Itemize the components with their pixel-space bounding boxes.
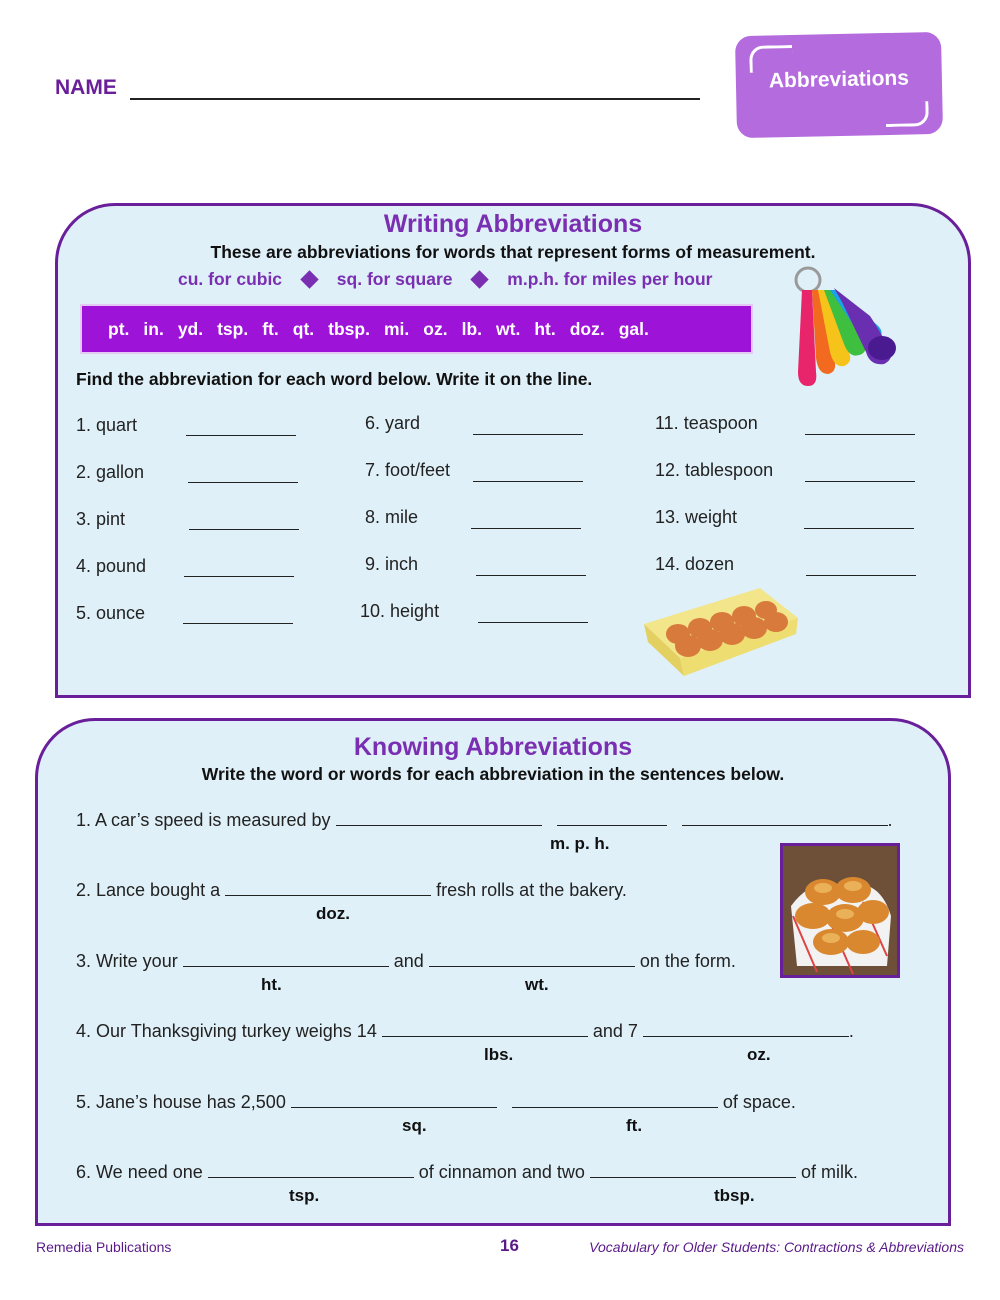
word-item: 6. yard: [365, 413, 421, 433]
abbr: ht.: [534, 318, 556, 339]
diamond-icon: [300, 270, 318, 288]
abbr: qt.: [292, 318, 315, 339]
abbreviation-hint: sq.: [402, 1116, 427, 1135]
measuring-spoons-image: [784, 262, 902, 392]
abbr: doz.: [569, 318, 605, 339]
section-subtitle: These are abbreviations for words that represent forms of measurement.: [210, 242, 816, 262]
answer-line[interactable]: [336, 811, 542, 826]
book-title: Vocabulary for Older Students: Contractions & Abbreviations: [589, 1239, 964, 1255]
topic-tag: [735, 32, 943, 138]
sentence-text: .: [887, 810, 893, 830]
section-title: Knowing Abbreviations: [353, 733, 633, 761]
diamond-icon: [471, 270, 489, 288]
sentence-4: [76, 1021, 854, 1042]
answer-line[interactable]: [805, 434, 915, 435]
abbr: lb.: [461, 318, 482, 339]
abbr: mi.: [383, 318, 410, 339]
abbreviation-hint: m. p. h.: [550, 834, 610, 853]
answer-line[interactable]: [557, 811, 667, 826]
page-number: 16: [500, 1236, 519, 1255]
hint-square: sq. for square: [336, 268, 453, 289]
word-item: 13. weight: [655, 507, 738, 527]
abbr: oz.: [423, 318, 448, 339]
word-item: 10. height: [360, 601, 440, 621]
word-item: 1. quart: [76, 415, 138, 435]
word-item: 4. pound: [76, 556, 147, 576]
section-title: Writing Abbreviations: [383, 210, 643, 238]
abbreviation-hint: ht.: [261, 975, 282, 994]
answer-line[interactable]: [471, 528, 581, 529]
word-item: 11. teaspoon: [655, 413, 758, 433]
bread-rolls-image: [780, 843, 900, 978]
sentence-1: [76, 810, 893, 831]
answer-line[interactable]: [643, 1022, 849, 1037]
sentence-text: 6. We need one: [76, 1162, 203, 1182]
answer-line[interactable]: [183, 952, 389, 967]
sentence-text: .: [848, 1021, 854, 1041]
answer-line[interactable]: [806, 575, 916, 576]
abbr: ft.: [262, 318, 279, 339]
answer-line[interactable]: [473, 434, 583, 435]
sentence-text: 2. Lance bought a: [76, 880, 221, 900]
abbreviation-hint: tbsp.: [714, 1186, 755, 1205]
sentence-text: of milk.: [800, 1162, 858, 1182]
answer-line[interactable]: [476, 575, 586, 576]
sentence-2: [76, 880, 627, 901]
answer-line[interactable]: [225, 881, 431, 896]
sentence-5: [76, 1092, 796, 1113]
sentence-text: 1. A car’s speed is measured by: [76, 810, 331, 830]
abbr: tsp.: [217, 318, 249, 339]
answer-line[interactable]: [291, 1093, 497, 1108]
answer-line[interactable]: [183, 623, 293, 624]
publisher: Remedia Publications: [36, 1239, 172, 1255]
topic-tag-label: Abbreviations: [768, 66, 910, 93]
abbreviation-hint: doz.: [316, 904, 350, 923]
swirl-decoration: [885, 101, 929, 127]
answer-line[interactable]: [590, 1163, 796, 1178]
abbr: pt.: [108, 318, 130, 339]
sentence-text: 4. Our Thanksgiving turkey weighs 14: [76, 1021, 377, 1041]
egg-carton-image: [640, 584, 802, 680]
sentence-text: fresh rolls at the bakery.: [436, 880, 627, 900]
answer-line[interactable]: [189, 529, 299, 530]
answer-line[interactable]: [805, 481, 915, 482]
word-item: 2. gallon: [76, 462, 145, 482]
word-item: 14. dozen: [655, 554, 735, 574]
sentence-text: on the form.: [639, 951, 736, 971]
answer-line[interactable]: [682, 811, 888, 826]
answer-line[interactable]: [188, 482, 298, 483]
abbr: yd.: [177, 318, 204, 339]
hint-mph: m.p.h. for miles per hour: [507, 268, 713, 289]
answer-line[interactable]: [473, 481, 583, 482]
sentence-text: 5. Jane’s house has 2,500: [76, 1092, 286, 1112]
sentence-text: of space.: [722, 1092, 796, 1112]
abbreviation-bank: [80, 304, 753, 354]
word-item: 7. foot/feet: [365, 460, 451, 480]
sentence-text: and 7: [592, 1021, 638, 1041]
sentence-text: 3. Write your: [76, 951, 178, 971]
abbreviation-hint: tsp.: [289, 1186, 320, 1205]
sentence-3: [76, 951, 736, 972]
abbreviation-hint: lbs.: [484, 1045, 514, 1064]
abbr: wt.: [496, 318, 521, 339]
abbr: in.: [143, 318, 164, 339]
word-item: 8. mile: [365, 507, 419, 527]
word-item: 12. tablespoon: [655, 460, 774, 480]
sentence-text: and: [393, 951, 424, 971]
abbr: tbsp.: [328, 318, 370, 339]
word-item: 3. pint: [76, 509, 126, 529]
name-label: NAME: [55, 76, 117, 99]
word-item: 9. inch: [365, 554, 419, 574]
instruction: Find the abbreviation for each word below. Write it on the line.: [76, 369, 593, 389]
answer-line[interactable]: [382, 1022, 588, 1037]
sentence-6: [76, 1162, 858, 1183]
abbreviation-hint: wt.: [525, 975, 549, 994]
abbreviation-hint: ft.: [626, 1116, 643, 1135]
answer-line[interactable]: [804, 528, 914, 529]
answer-line[interactable]: [186, 435, 296, 436]
name-input-line[interactable]: [130, 98, 700, 100]
sentence-text: of cinnamon and two: [418, 1162, 585, 1182]
answer-line[interactable]: [512, 1093, 718, 1108]
word-item: 5. ounce: [76, 603, 146, 623]
hint-row: [178, 268, 712, 290]
answer-line[interactable]: [478, 622, 588, 623]
hint-cubic: cu. for cubic: [178, 268, 283, 289]
section-subtitle: Write the word or words for each abbreviation in the sentences below.: [201, 764, 785, 784]
answer-line[interactable]: [429, 952, 635, 967]
answer-line[interactable]: [208, 1163, 414, 1178]
abbreviation-hint: oz.: [747, 1045, 771, 1064]
answer-line[interactable]: [184, 576, 294, 577]
abbr: gal.: [618, 318, 649, 339]
